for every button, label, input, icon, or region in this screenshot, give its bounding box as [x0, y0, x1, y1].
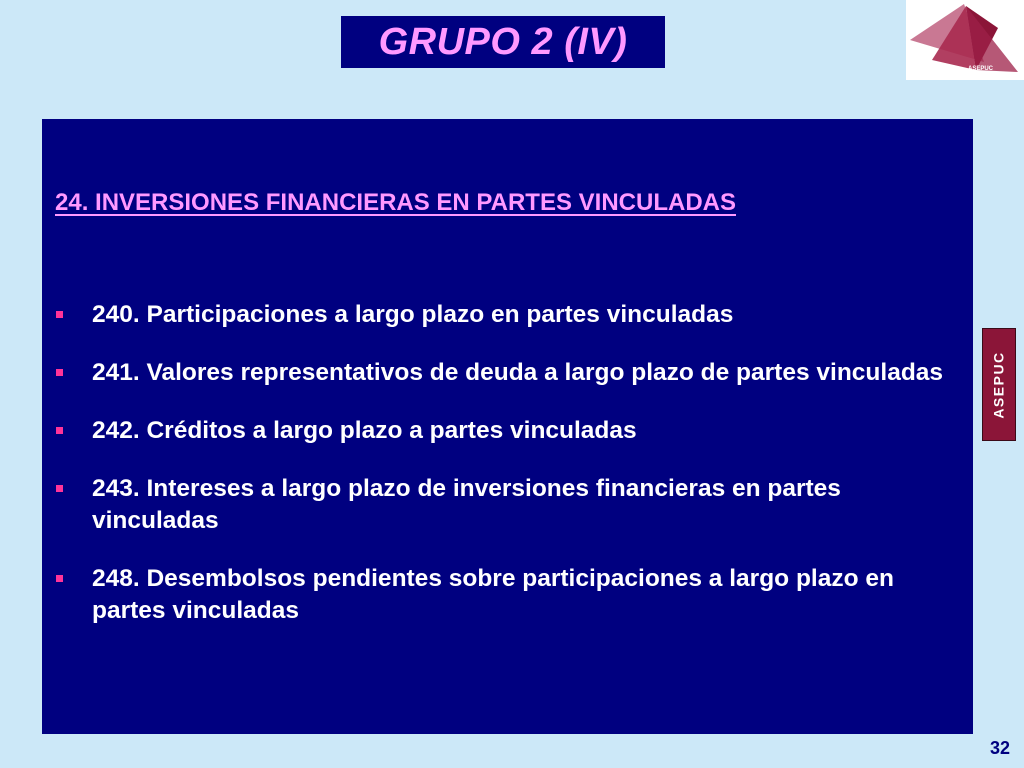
list-item-text: 242. Créditos a largo plazo a partes vinculadas: [92, 417, 637, 444]
list-item-text: 240. Participaciones a largo plazo en partes vinculadas: [92, 301, 734, 328]
list-item-text: 248. Desembolsos pendientes sobre participaciones a largo plazo en partes vinculadas: [92, 565, 894, 624]
list-item-text: 243. Intereses a largo plazo de inversiones financieras en partes vinculadas: [92, 475, 841, 534]
slide-title-box: [341, 16, 665, 68]
page-number: 32: [989, 738, 1010, 758]
side-tab-label: ASEPUC: [991, 350, 1008, 419]
account-list: [42, 299, 973, 653]
section-heading: 24. INVERSIONES FINANCIERAS EN PARTES VINCULADAS: [55, 189, 736, 216]
asepuc-triangle-logo-icon: [906, 0, 1024, 80]
logo-text: ASEPUC: [968, 66, 994, 72]
bullet-icon: [56, 427, 63, 434]
asepuc-logo: [906, 0, 1024, 80]
slide-title: GRUPO 2 (IV): [378, 20, 628, 63]
content-panel: [42, 119, 973, 734]
list-item: [42, 415, 973, 447]
asepuc-side-tab: [982, 328, 1016, 441]
list-item-text: 241. Valores representativos de deuda a largo plazo de partes vinculadas: [92, 359, 944, 386]
list-item: [42, 299, 973, 331]
list-item: [42, 563, 973, 627]
list-item: [42, 473, 973, 537]
bullet-icon: [56, 485, 63, 492]
bullet-icon: [56, 575, 63, 582]
bullet-icon: [56, 311, 63, 318]
bullet-icon: [56, 369, 63, 376]
list-item: [42, 357, 973, 389]
